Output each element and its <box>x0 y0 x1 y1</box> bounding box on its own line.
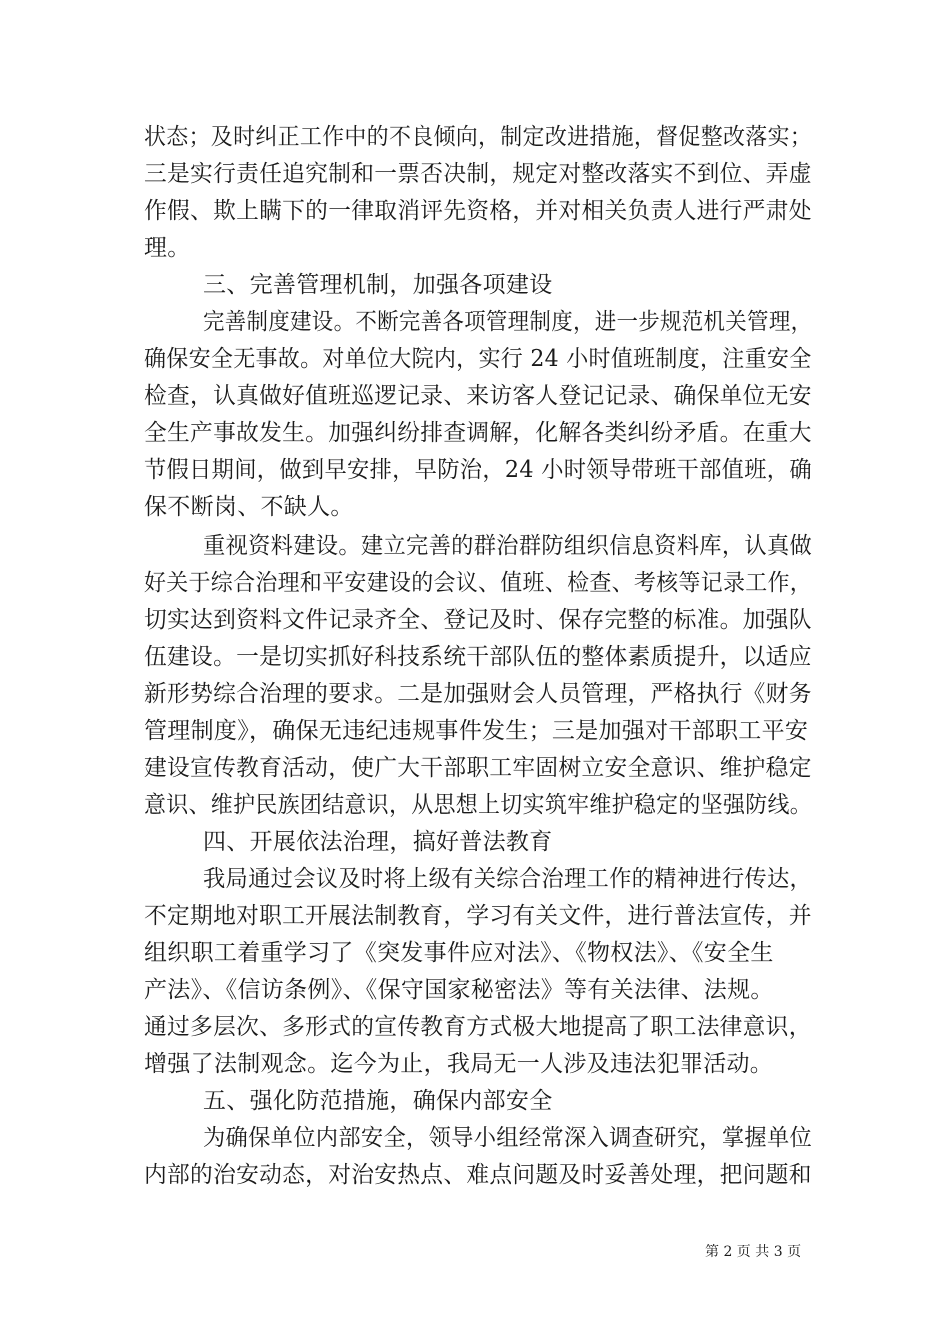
text-line: 我局通过会议及时将上级有关综合治理工作的精神进行传达， <box>203 866 813 892</box>
text-line: 作假、欺上瞒下的一律取消评先资格，并对相关负责人进行严肃处 <box>144 198 812 224</box>
text-line: 状态；及时纠正工作中的不良倾向，制定改进措施，督促整改落实； <box>144 124 813 150</box>
text-line: 三是实行责任追究制和一票否决制，规定对整改落实不到位、弄虚 <box>144 161 812 187</box>
text-line: 内部的治安动态，对治安热点、难点问题及时妥善处理，把问题和 <box>144 1162 812 1188</box>
text-line: 组织职工着重学习了《突发事件应对法》、《物权法》、《安全生 <box>144 940 774 966</box>
text-line: 节假日期间，做到早安排，早防治，24 小时领导带班干部值班，确 <box>144 457 812 483</box>
section-heading: 四、开展依法治理，搞好普法教育 <box>203 829 553 855</box>
text-line: 通过多层次、多形式的宣传教育方式极大地提高了职工法律意识， <box>144 1014 812 1040</box>
text-line: 全生产事故发生。加强纠纷排查调解，化解各类纠纷矛盾。在重大 <box>144 420 812 446</box>
text-line: 保不断岗、不缺人。 <box>144 494 354 520</box>
text-line: 为确保单位内部安全，领导小组经常深入调查研究，掌握单位 <box>203 1125 813 1151</box>
text-line: 好关于综合治理和平安建设的会议、值班、检查、考核等记录工作， <box>144 570 813 596</box>
text-line: 重视资料建设。建立完善的群治群防组织信息资料库，认真做 <box>203 533 813 559</box>
text-line: 理。 <box>144 235 191 261</box>
text-line: 新形势综合治理的要求。二是加强财会人员管理，严格执行《财务 <box>144 681 812 707</box>
text-line: 完善制度建设。不断完善各项管理制度，进一步规范机关管理， <box>203 309 813 335</box>
text-line: 确保安全无事故。对单位大院内，实行 24 小时值班制度，注重安全 <box>144 346 812 372</box>
section-heading: 三、完善管理机制，加强各项建设 <box>203 272 553 298</box>
text-line: 产法》、《信访条例》、《保守国家秘密法》等有关法律、法规。 <box>144 977 774 1003</box>
text-line: 切实达到资料文件记录齐全、登记及时、保存完整的标准。加强队 <box>144 607 812 633</box>
page-number-footer: 第 2 页 共 3 页 <box>705 1244 802 1260</box>
text-line: 增强了法制观念。迄今为止，我局无一人涉及违法犯罪活动。 <box>144 1051 774 1077</box>
section-heading: 五、强化防范措施，确保内部安全 <box>203 1088 553 1114</box>
text-line: 建设宣传教育活动，使广大干部职工牢固树立安全意识、维护稳定 <box>144 755 812 781</box>
text-line: 管理制度》，确保无违纪违规事件发生；三是加强对干部职工平安 <box>144 718 809 744</box>
text-line: 伍建设。一是切实抓好科技系统干部队伍的整体素质提升，以适应 <box>144 644 812 670</box>
text-line: 检查，认真做好值班巡逻记录、来访客人登记记录、确保单位无安 <box>144 383 812 409</box>
text-line: 不定期地对职工开展法制教育，学习有关文件，进行普法宣传，并 <box>144 903 812 929</box>
text-line: 意识、维护民族团结意识，从思想上切实筑牢维护稳定的坚强防线。 <box>144 792 813 818</box>
